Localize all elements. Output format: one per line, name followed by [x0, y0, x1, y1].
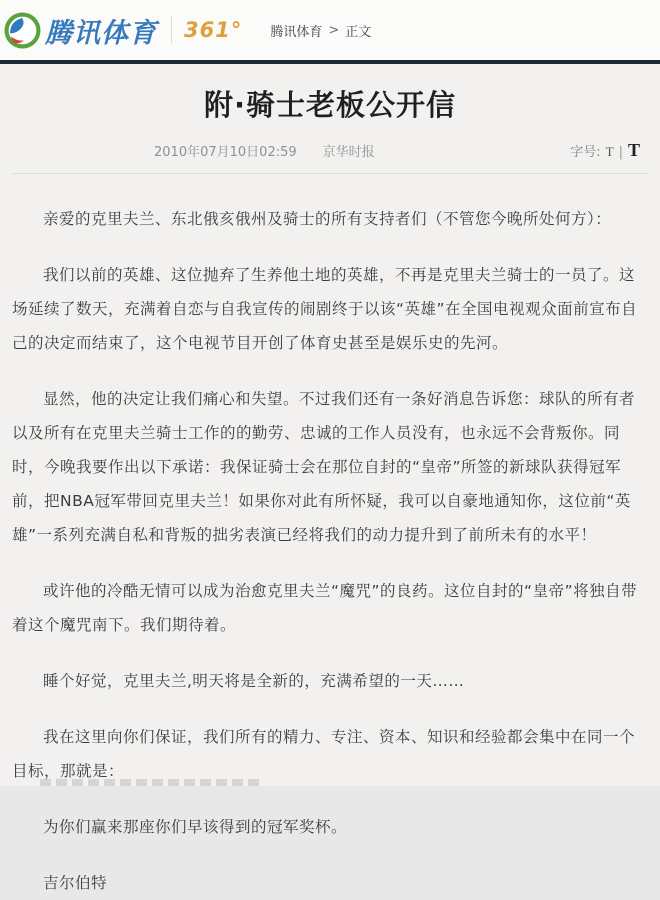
article-paragraph: 亲爱的克里夫兰、东北俄亥俄州及骑士的所有支持者们（不管您今晚所处何方）：: [43, 209, 612, 228]
site-logo-text: 腾讯体育: [45, 17, 157, 49]
source-name: 京华时报: [322, 145, 375, 161]
header-divider: [171, 16, 172, 44]
font-size-label: 字号:: [570, 145, 601, 161]
article-paragraph: 为你们赢来那座你们早该得到的冠军奖杯。: [43, 817, 348, 836]
article-paragraph: 我在这里向你们保证，我们所有的精力、专注、资本、知识和经验都会集中在同一个目标，那就是：: [12, 727, 636, 780]
article-title: 附·骑士老板公开信: [203, 88, 457, 122]
partner-logo-361[interactable]: 361°: [184, 18, 243, 42]
breadcrumb-separator: >: [328, 22, 340, 38]
tencent-sports-globe-icon: [4, 12, 41, 49]
font-size-divider: |: [618, 145, 623, 161]
article-paragraph: 吉尔伯特: [43, 873, 108, 892]
breadcrumb: [270, 21, 371, 40]
font-size-decrease-button[interactable]: T: [605, 144, 614, 160]
article-container: [0, 64, 660, 900]
article-body: [12, 174, 648, 900]
site-header: [0, 0, 660, 60]
cutoff-text-remnant: [40, 779, 260, 786]
article-paragraph: 睡个好觉，克里夫兰,明天将是全新的，充满希望的一天……: [43, 671, 465, 690]
breadcrumb-current: 正文: [345, 24, 372, 40]
breadcrumb-section-link[interactable]: 腾讯体育: [270, 24, 323, 40]
article-paragraph: 或许他的冷酷无情可以成为治愈克里夫兰“魔咒”的良药。这位自封的“皇帝”将独自带着这个魔咒南下。我们期待着。: [12, 581, 638, 634]
font-size-control: [570, 140, 640, 161]
article-paragraph: 显然，他的决定让我们痛心和失望。不过我们还有一条好消息告诉您：球队的所有者以及所有在克里夫兰骑士工作的的勤劳、忠诚的工作人员没有，也永远不会背叛你。同时，今晚我要作出以下承诺：我保证骑士会在那位自封的“皇帝”所签的新球队获得冠军前，把NBA冠军带回克里夫兰！如果你对此有所怀疑，我可以自豪地通知你，这位前“英雄”一系列充满自私和背叛的拙劣表演已经将我们的动力提升到了前所未有的水平！: [12, 389, 636, 544]
site-logo[interactable]: [4, 11, 157, 50]
article-paragraph: 我们以前的英雄、这位抛弃了生养他土地的英雄，不再是克里夫兰骑士的一员了。这场延续了数天，充满着自恋与自我宣传的闹剧终于以该“英雄”在全国电视观众面前宣布自己的决定而结束了，这个电视节目开创了体育史甚至是娱乐史的先河。: [12, 265, 638, 352]
font-size-increase-button[interactable]: T: [627, 140, 640, 161]
article-meta-row: [12, 139, 648, 163]
publish-date: 2010年07月10日02:59: [154, 145, 297, 161]
